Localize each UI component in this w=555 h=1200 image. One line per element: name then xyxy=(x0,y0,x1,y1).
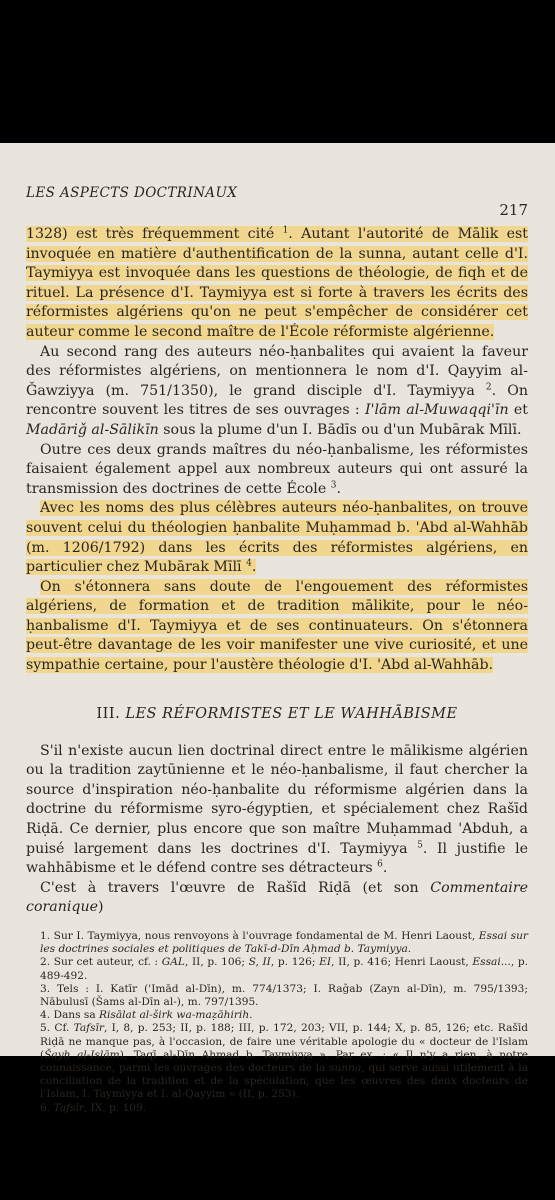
footnote xyxy=(40,1102,528,1115)
highlighted-text xyxy=(26,579,528,673)
italic-text: Essai sur les doctrines sociales et politiques de Takī-d-Dīn Aḥmad b. Taymiyya xyxy=(40,930,528,956)
text-run: , IX, p. 109. xyxy=(83,1101,147,1114)
paragraph xyxy=(26,343,528,441)
text-run: Au second rang des auteurs néo-ḥanbalites qui avaient la faveur des réformistes algériens, on mentionnera le nom d'I. Qayyim al-Ǧawziyya (m. 751/1350), le grand disciple d'I. Taymiyya xyxy=(26,343,528,399)
paragraph xyxy=(26,742,528,879)
page-body xyxy=(26,225,528,1115)
italic-text: Essai xyxy=(472,956,501,969)
footnote xyxy=(40,956,528,982)
text-run: 3. Tels : I. Katīr ('Imād al-Dīn), m. 774/1373; I. Raǧab (Zayn al-Dīn), m. 795/1393; Nābulusī (Šams al-Dīn al-), m. 797/1395. xyxy=(40,982,528,1009)
footnote xyxy=(40,1009,528,1022)
footnotes xyxy=(26,930,528,1115)
italic-text: Tafsīr xyxy=(53,1101,84,1114)
footnote-ref: 3 xyxy=(330,479,337,490)
text-run: , II, p. 416; Henri Laoust, xyxy=(331,956,473,969)
paragraph xyxy=(26,879,528,918)
text-run: 1328) est très fréquemment cité xyxy=(26,226,283,242)
footnote-ref: 2 xyxy=(485,382,492,393)
footnote-ref: 5 xyxy=(417,839,423,850)
text-run: , II, p. 106; xyxy=(184,956,249,969)
text-run: 1. Sur I. Taymiyya, nous renvoyons à l'ouvrage fondamental de M. Henri Laoust, xyxy=(40,930,479,942)
running-header: LES ASPECTS DOCTRINAUX xyxy=(26,185,238,201)
section-number: III. xyxy=(96,705,121,722)
text-run: On s'étonnera sans doute de l'engouement des réformistes algériens, de formation et de tradition mālikite, pour le néo-ḥanbalisme d'I. Taymiyya et de ses continuateurs. On s'étonnera peut-être davantage de les voir manifester une vive curiosité, et une sympathie certaine, pour l'austère théologie d'I. 'Abd al-Wahhāb. xyxy=(26,578,528,674)
italic-text: Commentaire coranique xyxy=(26,879,528,916)
italic-text: S, II xyxy=(248,956,271,969)
text-run: . Il justifie le wahhābisme et le défend contre ses détracteurs xyxy=(26,840,529,877)
italic-text: Madāriǧ al-Sālikīn xyxy=(26,421,159,438)
paragraph xyxy=(26,225,528,343)
text-run: Outre ces deux grands maîtres du néo-ḥanbalisme, les réformistes faisaient également appel aux nombreux auteurs qui ont assuré la transmission des doctrines de cette École xyxy=(26,441,528,497)
text-run: . xyxy=(382,860,388,877)
text-run: . xyxy=(407,943,412,956)
text-run: , qui serve aussi utilement à la conciliation de la tradition et de la spéculation, que les œuvres des deux docteurs de l'Islam, I. Taymiyya et I. al-Qayyim » (II, p. 253). xyxy=(40,1062,529,1101)
text-run: . xyxy=(249,1009,253,1022)
italic-text: sunna xyxy=(329,1062,362,1075)
page-number: 217 xyxy=(499,201,528,219)
italic-text: EI xyxy=(319,956,332,969)
footnote-ref: 4 xyxy=(246,558,252,569)
text-run: et xyxy=(508,402,528,419)
text-run: . On rencontre souvent les titres de ses ouvrages : xyxy=(26,382,529,419)
footnote-ref: 1 xyxy=(282,225,289,236)
italic-text: I'lām al-Muwaqqi'īn xyxy=(365,402,509,419)
italic-text: Šayḫ al-Islām xyxy=(44,1048,120,1061)
text-run: 5. Cf. xyxy=(40,1022,74,1035)
text-run: 2. Sur cet auteur, cf. : xyxy=(40,956,162,969)
paragraph xyxy=(26,441,528,500)
italic-text: GAL xyxy=(161,956,185,969)
text-run: , p. 126; xyxy=(270,956,320,969)
section-title: LES RÉFORMISTES ET LE WAHHĀBISME xyxy=(125,705,458,722)
text-run: sous la plume d'un I. Bādīs ou d'un Mubārak Mīlī. xyxy=(158,421,522,438)
book-page xyxy=(0,143,555,1114)
section-heading xyxy=(26,706,528,722)
text-run: . xyxy=(251,559,257,576)
text-run: ) xyxy=(98,899,104,916)
text-run: . xyxy=(336,480,341,497)
text-run: C'est à travers l'œuvre de Rašīd Riḍā (et son xyxy=(40,879,431,896)
text-run: 6. xyxy=(40,1101,54,1114)
paragraph xyxy=(26,578,528,676)
footnote xyxy=(40,930,528,956)
footnote xyxy=(40,1022,528,1101)
italic-text: Tafsīr xyxy=(73,1022,104,1035)
paragraphs-after-section xyxy=(26,742,528,918)
text-run: ), Taqī al-Dīn Aḥmad b. Taymiyya ». Par ex. : « Il n'y a rien, à notre connaissance, parmi les ouvrages des docteurs de la xyxy=(40,1048,528,1075)
italic-text: Risālat al-širk wa-maẓāhirih xyxy=(99,1009,250,1022)
highlighted-text xyxy=(26,226,528,340)
text-run: , I, 8, p. 253; II, p. 188; III, p. 172, 203; VII, p. 144; X, p. 85, 126; etc. Rašīd Riḍā ne manque pas, à l'occasion, de faire une véritable apologie du « docteur de l'Islam ( xyxy=(40,1022,528,1061)
paragraphs-before-section xyxy=(26,225,528,676)
footnote-ref: 6 xyxy=(377,859,383,870)
text-run: 4. Dans sa xyxy=(40,1009,100,1022)
text-run: . Autant l'autorité de Mālik est invoquée en matière d'authentification de la sunna, autant celle d'I. Taymiyya est invoquée dans les questions de théologie, de fiqh et de rituel. La présence d'I. Taymiyya est si forte à travers les écrits des réformistes algériens qu'on ne peut s'empêcher de considérer cet auteur comme le second maître de l'École réformiste algérienne. xyxy=(26,226,528,340)
footnote xyxy=(40,983,528,1009)
text-run: S'il n'existe aucun lien doctrinal direct entre le mālikisme algérien ou la tradition zaytūnienne et le néo-ḥanbalisme, il faut chercher la source d'inspiration néo-ḥanbalite du réformisme algérien dans la doctrine du réformisme syro-égyptien, et spécialement chez Rašīd Riḍā. Ce dernier, plus encore que son maître Muḥammad 'Abduh, a puisé largement dans les doctrines d'I. Taymiyya xyxy=(26,742,528,857)
paragraph xyxy=(26,499,528,577)
text-run: Avec les noms des plus célèbres auteurs néo-ḥanbalites, on trouve souvent celui du théologien ḥanbalite Muḥammad b. 'Abd al-Wahhāb (m. 1206/1792) dans les écrits des réformistes algériens, en particulier chez Mubārak Mīlī xyxy=(26,500,528,576)
text-run: ..., p. 489-492. xyxy=(40,956,528,982)
highlighted-text xyxy=(26,500,528,575)
